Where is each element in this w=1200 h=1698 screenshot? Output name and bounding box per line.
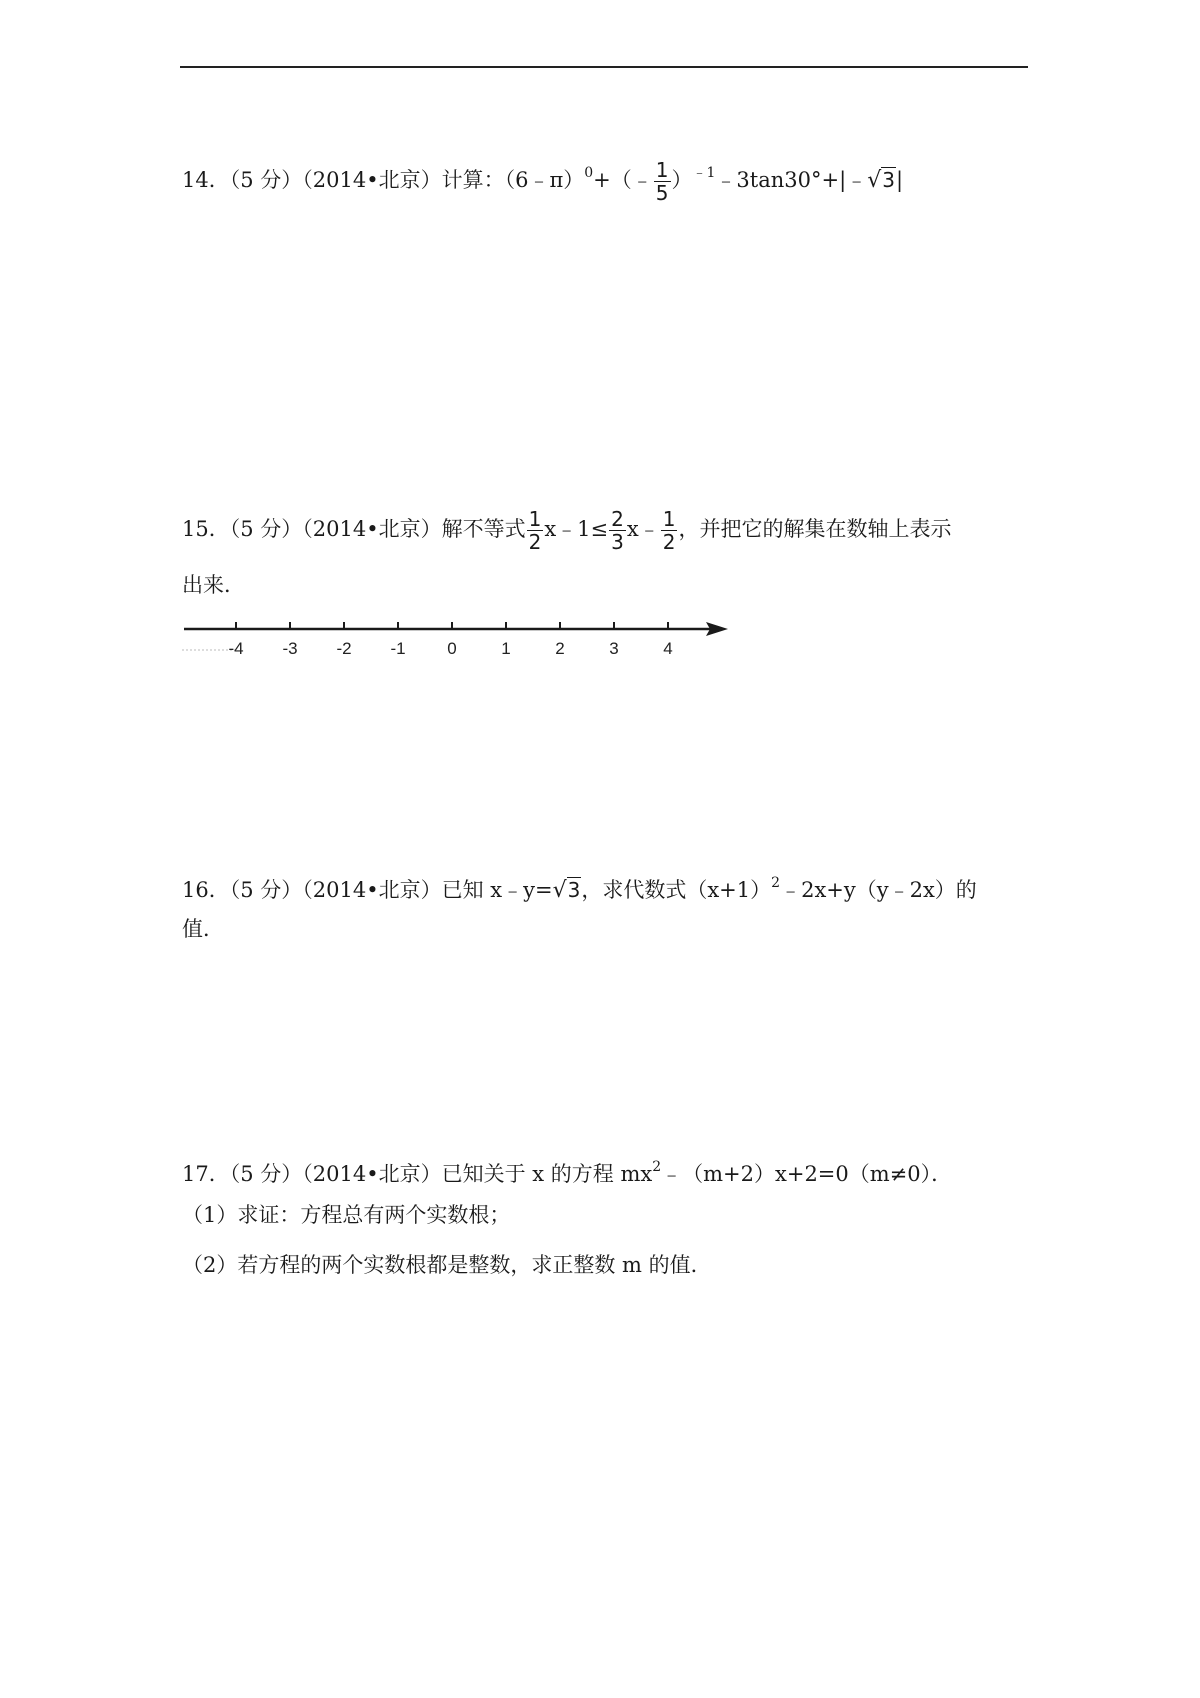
q15-line2: 出来．	[182, 573, 245, 597]
q14-exponent-zero: 0	[584, 165, 594, 181]
q15-part1: x﹣1≤	[544, 517, 609, 541]
q16-radicand: 3	[567, 878, 581, 902]
number-line-tick-label: -1	[390, 639, 406, 658]
q14-plus-open: +（﹣	[593, 168, 653, 192]
q17-exponent: 2	[652, 1159, 662, 1175]
q14-prefix: 14．（5 分）（2014•北京）计算：（6﹣π）	[182, 168, 585, 192]
q15-f3-denominator: 2	[662, 530, 676, 554]
q16-suffix: ﹣2x+y（y﹣2x）的	[780, 878, 977, 902]
q15-f3-numerator: 1	[662, 507, 676, 531]
number-line-tick-label: -2	[336, 639, 352, 658]
q14-middle: ﹣3tan30°+|﹣	[715, 168, 868, 192]
q14-frac-denominator: 5	[655, 181, 669, 205]
q15-prefix: 15．（5 分）（2014•北京）解不等式	[182, 517, 526, 541]
q14-exponent-neg1: ﹣1	[692, 165, 716, 181]
q14-sqrt	[867, 165, 896, 196]
number-line-tick-label: 0	[447, 639, 457, 658]
q14-frac-numerator: 1	[655, 158, 669, 182]
q15-f2-denominator: 3	[611, 530, 624, 554]
q15-f1-denominator: 2	[528, 530, 542, 554]
question-16	[182, 868, 977, 906]
number-line-ticks	[228, 622, 672, 658]
q15-fraction-3	[661, 508, 678, 553]
q17-suffix: ﹣（m+2）x+2=0（m≠0）．	[661, 1162, 953, 1186]
header-rule	[180, 66, 1028, 68]
q15-part2: x﹣	[626, 517, 660, 541]
question-14	[182, 158, 903, 204]
number-line-tick-label: 1	[501, 639, 511, 658]
q14-fraction	[654, 159, 671, 204]
q16-line2: 值．	[182, 917, 224, 941]
q15-f1-numerator: 1	[528, 507, 542, 531]
q16-prefix: 16．（5 分）（2014•北京）已知 x﹣y=	[182, 878, 553, 902]
number-line-tick-label: -3	[282, 639, 298, 658]
q14-end: |	[895, 168, 904, 192]
q16-sqrt	[553, 875, 582, 906]
q16-exponent: 2	[771, 875, 781, 891]
number-line	[180, 606, 730, 658]
sqrt-sign-icon: √	[867, 168, 882, 193]
q17-part-1: （1）求证：方程总有两个实数根；	[182, 1203, 511, 1227]
number-line-tick-label: -4	[228, 639, 244, 658]
q16-middle: ，求代数式（x+1）	[581, 878, 772, 902]
q15-fraction-2	[609, 508, 626, 553]
sqrt-sign-icon: √	[552, 878, 567, 903]
number-line-tick-label: 3	[609, 639, 619, 658]
q17-prefix: 17．（5 分）（2014•北京）已知关于 x 的方程 mx	[182, 1162, 653, 1186]
question-17	[182, 1152, 952, 1189]
q14-close: ）	[671, 168, 693, 192]
q17-part-2: （2）若方程的两个实数根都是整数，求正整数 m 的值．	[182, 1253, 712, 1277]
q14-radicand: 3	[882, 168, 895, 192]
question-15	[182, 508, 951, 553]
q15-suffix: ，并把它的解集在数轴上表示	[678, 517, 952, 541]
number-line-tick-label: 4	[663, 639, 673, 658]
number-line-tick-label: 2	[555, 639, 565, 658]
q15-fraction-1	[527, 508, 544, 553]
q15-f2-numerator: 2	[611, 507, 624, 531]
